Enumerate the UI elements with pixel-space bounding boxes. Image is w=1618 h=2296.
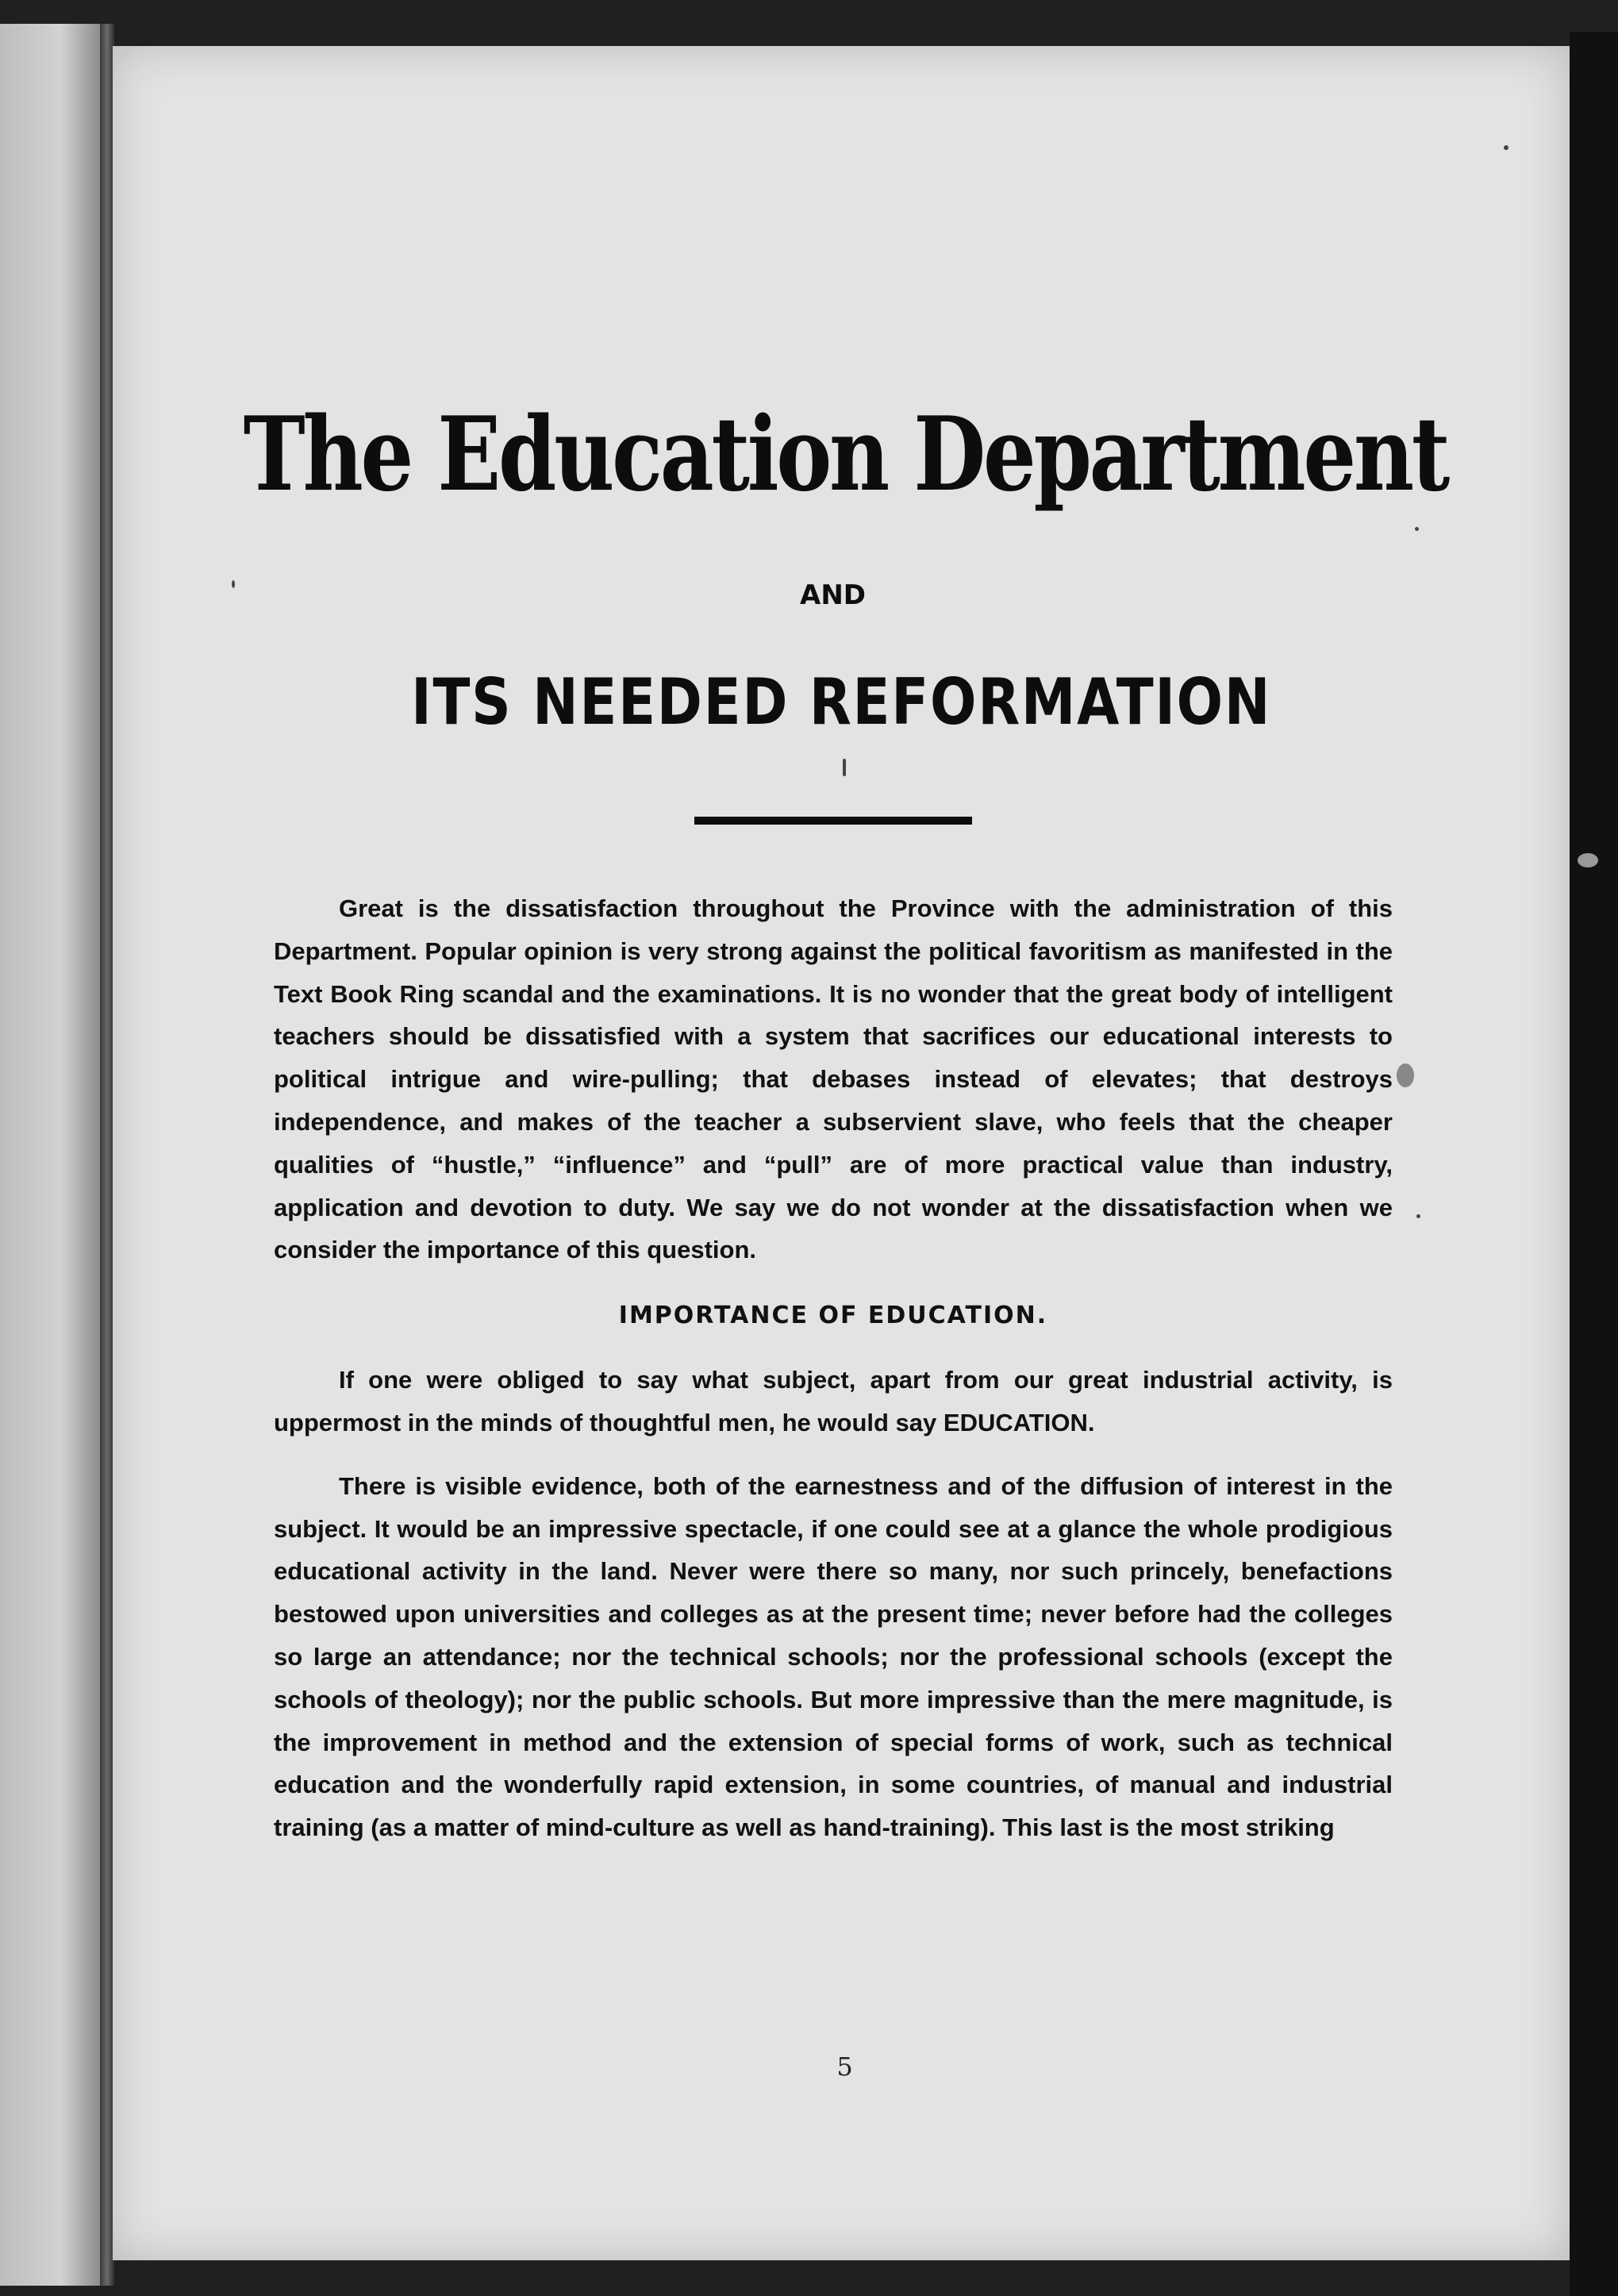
title-conjunction: AND xyxy=(800,579,866,611)
section-heading: IMPORTANCE OF EDUCATION. xyxy=(618,1302,1048,1330)
page-number: 5 xyxy=(836,2052,853,2082)
body-text xyxy=(274,887,1393,1849)
scan-speck xyxy=(232,580,235,588)
scan-speck xyxy=(1578,853,1598,867)
scan-border xyxy=(1570,32,1618,2296)
document-subtitle: ITS NEEDED REFORMATION xyxy=(411,665,1272,739)
title-rule xyxy=(694,817,972,825)
scan-speck xyxy=(1504,145,1508,150)
document-title: The Education Department xyxy=(243,395,1448,514)
paragraph: If one were obliged to say what subject, apart from our great industrial activity, is uppermost in the minds of thoughtful men, he would say EDUCATION. xyxy=(274,1366,1393,1436)
scan-speck xyxy=(843,759,846,776)
paragraph: Great is the dissatisfaction throughout the Province with the administration of this Department. Popular opinion is very strong against the political favoritism as manifested in the Text Book Ring scandal and the examinations. It is no wonder that the great body of intelligent teachers should be dissatisfied with a system that sacrifices our educational interests to political intrigue and wire-pulling; that debases instead of elevates; that destroys independence, and makes of the teacher a subservient slave, who feels that the cheaper qualities of “hustle,” “influence” and “pull” are of more practical value than industry, application and devotion to duty. We say we do not wonder at the dissatisfaction when we consider the importance of this question. xyxy=(274,894,1393,1264)
facing-page-edge xyxy=(0,24,102,2286)
scan-speck xyxy=(1415,527,1419,531)
scan-speck xyxy=(1416,1214,1420,1218)
paragraph: There is visible evidence, both of the earnestness and of the diffusion of interest in the subject. It would be an impressive spectacle, if one could see at a glance the whole prodigious educational activity in the land. Never were there so many, nor such princely, benefactions bestowed upon universities and colleges as at the present time; never before had the colleges so large an attendance; nor the technical schools; nor the professional schools (except the schools of theology); nor the public schools. But more impressive than the mere magnitude, is the improvement in method and the extension of special forms of work, such as technical education and the wonderfully rapid extension, in some countries, of manual and industrial training (as a matter of mind-culture as well as hand-training). This last is the most striking xyxy=(274,1471,1393,1842)
scan-speck xyxy=(1397,1063,1414,1087)
